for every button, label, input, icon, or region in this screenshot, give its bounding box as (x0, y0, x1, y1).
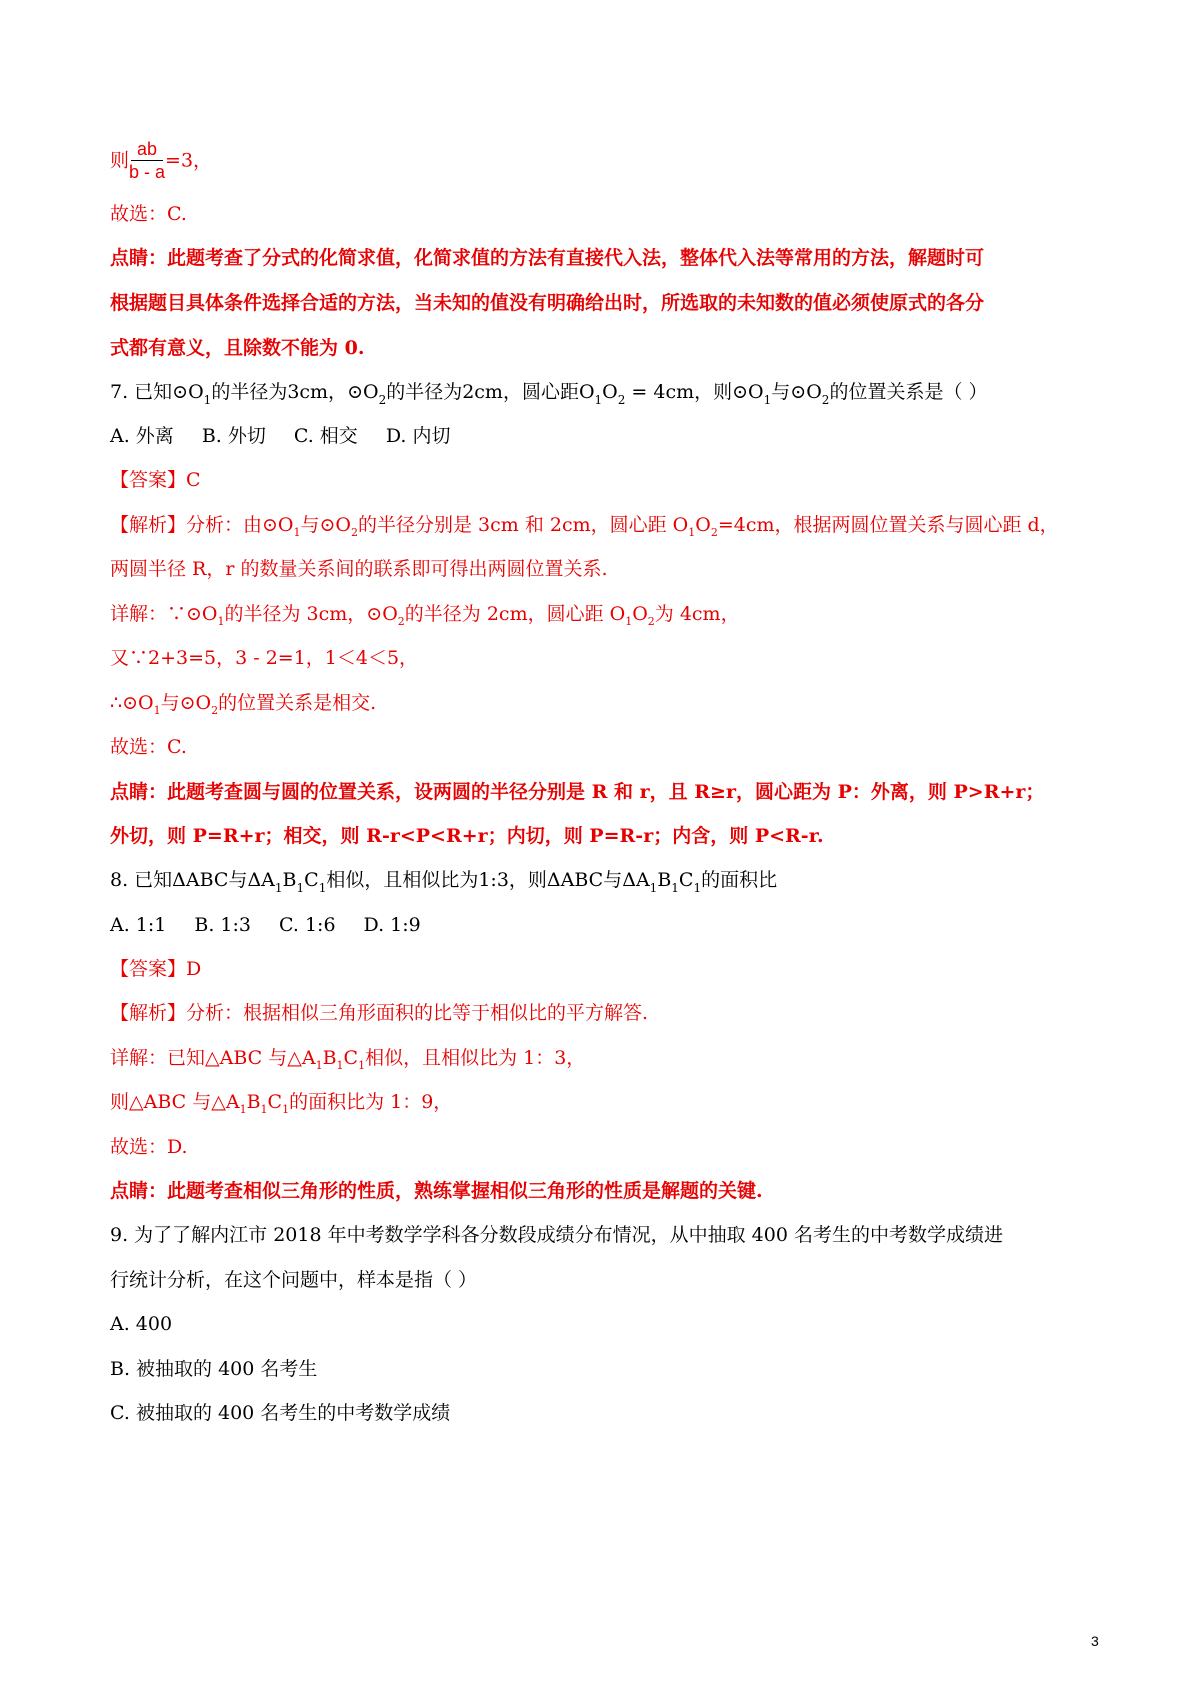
analysis-sub: 2 (710, 526, 718, 539)
answer-choice-q6: 故选：C. (110, 203, 187, 225)
detail-q8-line1 (110, 1046, 585, 1073)
detail-sub: 2 (211, 704, 219, 717)
q7-sub: 1 (203, 393, 212, 407)
detail-text: 为 4cm， (654, 603, 740, 625)
q8-sub: 1 (671, 881, 679, 895)
q8-text: 的面积比 (701, 869, 778, 891)
q7-option-d: D. 内切 (385, 425, 451, 447)
question-7 (110, 380, 987, 406)
q7-text: 的半径为2cm，圆心距O (386, 381, 595, 403)
q7-sub: 2 (617, 393, 626, 407)
fraction-prefix: 则 (110, 149, 130, 172)
fraction-suffix: =3， (165, 149, 213, 172)
answer-choice-q7: 故选：C. (110, 736, 187, 758)
detail-text: 的面积比为 1：9， (289, 1091, 453, 1113)
detail-text: ∴⊙O (110, 692, 154, 714)
detail-sub: 1 (625, 615, 633, 628)
q7-circle: ⊙O (732, 381, 764, 403)
q7-option-a: A. 外离 (110, 425, 174, 447)
detail-text: 详解：∵⊙O (110, 603, 218, 625)
analysis-sub: 1 (688, 526, 696, 539)
detail-q8-line2 (110, 1090, 452, 1117)
q7-text: = 4cm，则 (625, 381, 733, 403)
question-9-line2: 行统计分析，在这个问题中，样本是指（ ） (110, 1269, 478, 1291)
q8-sub: 1 (318, 881, 327, 895)
q8-sub: 1 (274, 881, 283, 895)
detail-q7-line1 (110, 602, 740, 629)
fraction (129, 138, 165, 183)
fraction-numerator: ab (137, 139, 158, 159)
detail-sub: 2 (647, 615, 655, 628)
detail-text: O (632, 603, 648, 625)
detail-text: C (343, 1047, 359, 1069)
q8-text: B (282, 869, 297, 891)
answer-q8: 【答案】D (110, 958, 202, 980)
q9-option-c: C. 被抽取的 400 名考生的中考数学成绩 (110, 1402, 451, 1424)
page-number: 3 (1091, 1633, 1099, 1649)
analysis-text: O (695, 514, 711, 536)
q8-text: C (678, 869, 694, 891)
fraction-denominator: b - a (129, 162, 166, 182)
detail-sub: 1 (336, 1059, 344, 1072)
detail-text: B (246, 1091, 261, 1113)
q9-option-b: B. 被抽取的 400 名考生 (110, 1358, 318, 1380)
detail-text: C (267, 1091, 283, 1113)
q9-option-a: A. 400 (110, 1313, 173, 1335)
analysis-q8: 【解析】分析：根据相似三角形面积的比等于相似比的平方解答. (110, 1002, 649, 1024)
note-q7-line1: 点睛：此题考查圆与圆的位置关系，设两圆的半径分别是 R 和 r，且 R≥r，圆心距为 P：外离，则 P>R+r； (110, 781, 1045, 803)
note-q6-line3: 式都有意义，且除数不能为 0. (110, 337, 365, 359)
q7-circle: ⊙O (172, 381, 204, 403)
q7-text: 与 (771, 381, 791, 403)
analysis-sub: 2 (351, 526, 358, 539)
detail-sub: 1 (282, 1103, 290, 1116)
answer-q7: 【答案】C (110, 469, 201, 491)
q8-option-d: D. 1:9 (363, 914, 421, 936)
detail-q7-line3 (110, 691, 376, 718)
detail-sub: 1 (315, 1059, 323, 1072)
detail-text: 的半径为 3cm，⊙O (224, 603, 398, 625)
detail-sub: 2 (397, 615, 405, 628)
detail-sub: 1 (239, 1103, 247, 1116)
q7-text: 的位置关系是（ ） (829, 381, 988, 403)
detail-text: 详解：已知△ABC 与△A (110, 1047, 316, 1069)
analysis-sub: 1 (293, 526, 301, 539)
analysis-q7-line2: 两圆半径 R，r 的数量关系间的联系即可得出两圆位置关系. (110, 558, 608, 580)
q8-text: B (657, 869, 672, 891)
analysis-text: =4cm，根据两圆位置关系与圆心距 d， (717, 514, 1059, 536)
analysis-text: 【解析】分析：由⊙O (110, 514, 294, 536)
note-q6-line1: 点睛：此题考查了分式的化简求值，化简求值的方法有直接代入法，整体代入法等常用的方法，解题时可 (110, 247, 985, 269)
q7-text: 的半径为3cm， (211, 381, 348, 403)
detail-sub: 1 (260, 1103, 268, 1116)
q8-text: 8. 已知ΔABC与ΔA (110, 869, 275, 891)
q7-sub: 2 (821, 393, 830, 407)
q7-text: 7. 已知 (110, 381, 173, 403)
answer-choice-q8: 故选：D. (110, 1136, 188, 1158)
q7-sub: 1 (763, 393, 772, 407)
q7-text: O (602, 381, 618, 403)
detail-q7-line2: 又∵2+3=5，3 - 2=1，1＜4＜5， (110, 647, 419, 669)
detail-sub: 1 (217, 615, 225, 628)
fraction-line (110, 138, 212, 183)
detail-sub: 1 (153, 704, 161, 717)
detail-text: 的位置关系是相交. (218, 692, 377, 714)
q8-text: 相似，且相似比为1:3，则ΔABC与ΔA (326, 869, 650, 891)
question-8 (110, 868, 777, 894)
q8-sub: 1 (296, 881, 305, 895)
detail-text: 则△ABC 与△A (110, 1091, 240, 1113)
analysis-q7-line1 (110, 513, 1059, 540)
q8-option-c: C. 1:6 (279, 914, 336, 936)
analysis-text: 与⊙O (300, 514, 351, 536)
q7-option-c: C. 相交 (293, 425, 358, 447)
note-q7-line2: 外切，则 P=R+r；相交，则 R-r<P<R+r；内切，则 P=R-r；内含，则 P<R-r. (110, 825, 824, 847)
q7-circle: ⊙O (790, 381, 822, 403)
q7-option-b: B. 外切 (201, 425, 266, 447)
detail-text: 与⊙O (160, 692, 212, 714)
analysis-text: 的半径分别是 3cm 和 2cm，圆心距 O (358, 514, 689, 536)
question-9-line1: 9. 为了了解内江市 2018 年中考数学学科各分数段成绩分布情况，从中抽取 400 名考生的中考数学成绩进 (110, 1224, 1003, 1246)
q8-options (110, 913, 449, 937)
q8-option-b: B. 1:3 (194, 914, 252, 936)
q8-option-a: A. 1:1 (110, 914, 167, 936)
q7-circle: ⊙O (347, 381, 379, 403)
q7-options (110, 424, 478, 448)
q7-sub: 2 (378, 393, 387, 407)
detail-text: B (322, 1047, 337, 1069)
note-q8: 点睛：此题考查相似三角形的性质，熟练掌握相似三角形的性质是解题的关键. (110, 1180, 763, 1202)
q8-text: C (304, 869, 319, 891)
q8-sub: 1 (693, 881, 702, 895)
detail-text: 的半径为 2cm，圆心距 O (404, 603, 626, 625)
detail-text: 相似，且相似比为 1：3， (365, 1047, 586, 1069)
q8-sub: 1 (649, 881, 658, 895)
q7-sub: 1 (594, 393, 603, 407)
detail-sub: 1 (358, 1059, 366, 1072)
note-q6-line2: 根据题目具体条件选择合适的方法，当未知的值没有明确给出时，所选取的未知数的值必须使原式的各分 (110, 292, 985, 314)
